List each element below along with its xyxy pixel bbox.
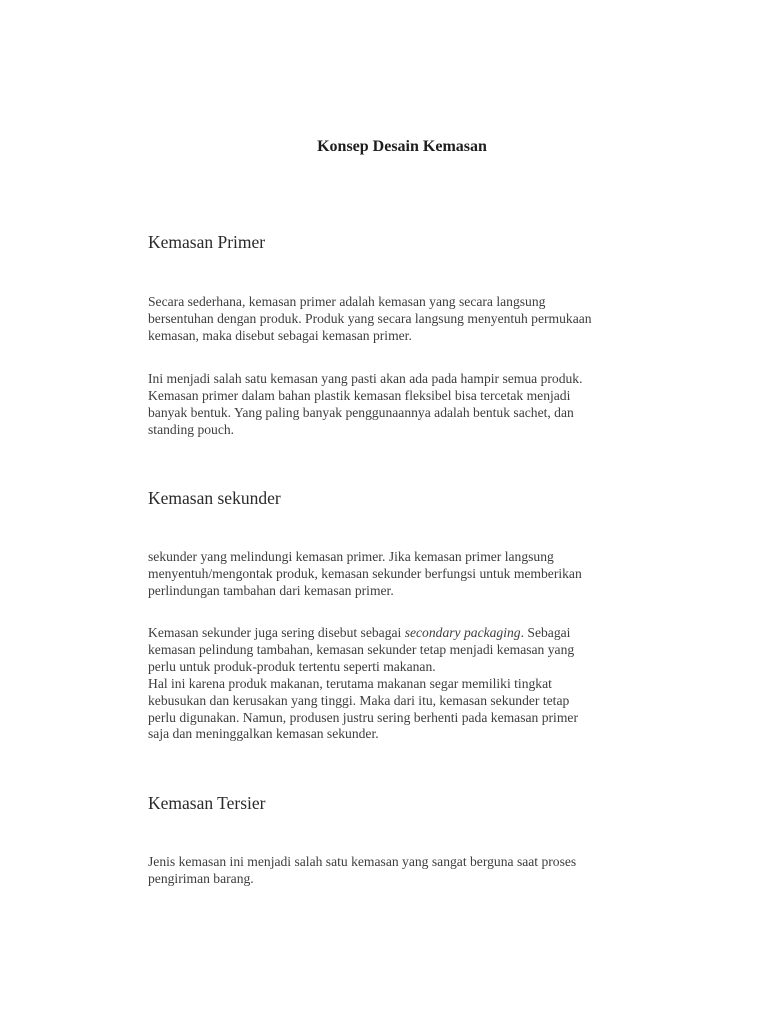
paragraph: [148, 294, 668, 345]
paragraph: [148, 549, 668, 600]
emphasis-term: secondary packaging: [404, 625, 521, 640]
paragraph: [148, 625, 668, 743]
text-line: sekunder yang melindungi kemasan primer. Jika kemasan primer langsung: [148, 549, 554, 564]
text-line: Secara sederhana, kemasan primer adalah kemasan yang secara langsung: [148, 294, 546, 309]
text-line: perlu digunakan. Namun, produsen justru sering berhenti pada kemasan primer: [148, 709, 578, 725]
text-line: menyentuh/mengontak produk, kemasan sekunder berfungsi untuk memberikan: [148, 565, 582, 581]
text-line: kebusukan dan kerusakan yang tinggi. Maka dari itu, kemasan sekunder tetap: [148, 692, 570, 708]
document-title: Konsep Desain Kemasan: [317, 138, 487, 155]
text-line: banyak bentuk. Yang paling banyak penggunaannya adalah bentuk sachet, dan: [148, 404, 574, 420]
paragraph: [148, 371, 668, 439]
text-line: Hal ini karena produk makanan, terutama makanan segar memiliki tingkat: [148, 675, 552, 691]
text-segment: Kemasan sekunder juga sering disebut sebagai: [148, 625, 405, 640]
text-segment: . Sebagai: [520, 625, 571, 640]
text-line: perlu untuk produk-produk tertentu seperti makanan.: [148, 658, 436, 674]
text-line: bersentuhan dengan produk. Produk yang secara langsung menyentuh permukaan: [148, 310, 592, 326]
text-line: Kemasan primer dalam bahan plastik kemasan fleksibel bisa tercetak menjadi: [148, 387, 571, 403]
text-line: standing pouch.: [148, 421, 235, 437]
text-line: Ini menjadi salah satu kemasan yang pasti akan ada pada hampir semua produk.: [148, 371, 583, 386]
text-line: pengiriman barang.: [148, 870, 254, 886]
text-line: saja dan meninggalkan kemasan sekunder.: [148, 726, 379, 742]
paragraph: [148, 854, 668, 888]
text-line: Jenis kemasan ini menjadi salah satu kemasan yang sangat berguna saat proses: [148, 854, 577, 869]
section-heading-kemasan-tersier: Kemasan Tersier: [148, 793, 266, 813]
text-line: kemasan pelindung tambahan, kemasan sekunder tetap menjadi kemasan yang: [148, 641, 575, 657]
section-heading-kemasan-primer: Kemasan Primer: [148, 232, 266, 252]
text-line: perlindungan tambahan dari kemasan primer.: [148, 582, 394, 598]
text-line: [148, 625, 668, 642]
section-heading-kemasan-sekunder: Kemasan sekunder: [148, 488, 281, 508]
text-line: kemasan, maka disebut sebagai kemasan primer.: [148, 327, 412, 343]
